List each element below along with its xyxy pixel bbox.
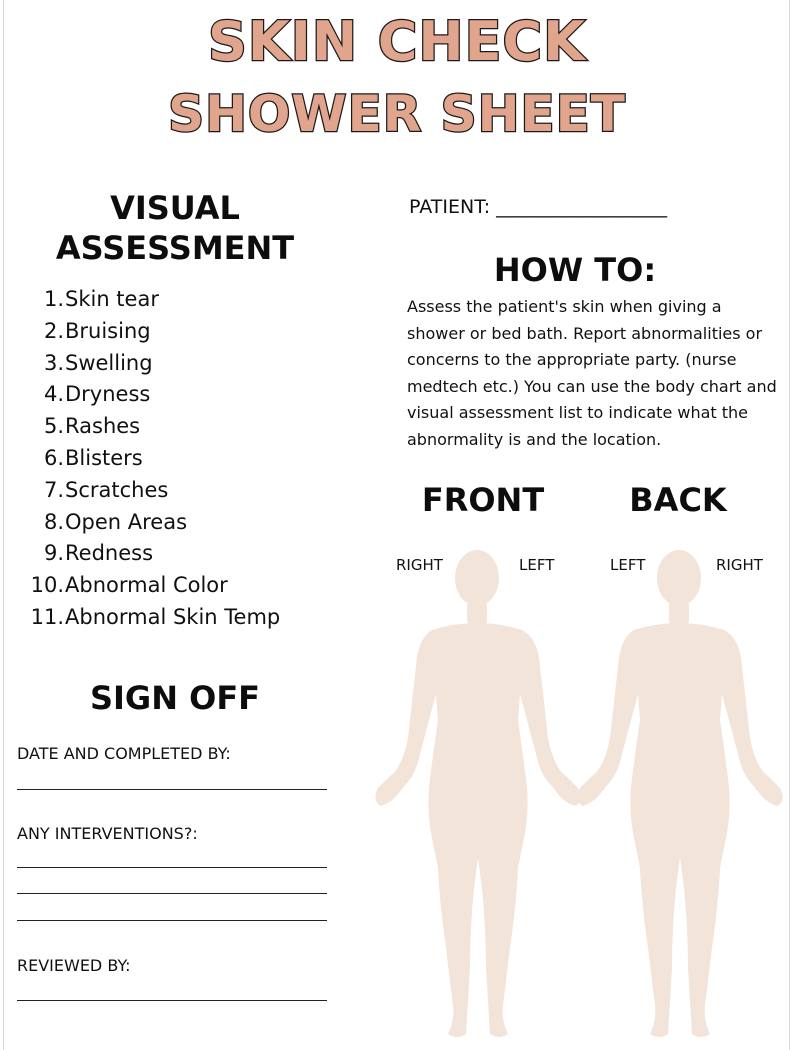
- interventions-line-3[interactable]: [17, 920, 327, 921]
- front-heading: FRONT: [421, 481, 545, 519]
- front-right-label: RIGHT: [396, 556, 443, 574]
- back-right-label: RIGHT: [716, 556, 763, 574]
- date-completed-line[interactable]: [17, 789, 327, 790]
- interventions-line-2[interactable]: [17, 893, 327, 894]
- list-item: [22, 475, 280, 507]
- list-item-label: Abnormal Color: [65, 573, 228, 598]
- reviewed-by-line[interactable]: [17, 1000, 327, 1001]
- back-silhouette: [577, 550, 782, 1037]
- visual-assessment-heading: [40, 188, 310, 268]
- list-item-number: 2.: [43, 318, 64, 343]
- list-item-number: 1.: [43, 287, 64, 311]
- list-item-number: 4.: [43, 382, 64, 407]
- list-item-label: Swelling: [65, 350, 153, 375]
- how-to-instructions: Assess the patient's skin when giving a shower or bed bath. Report abnormalities or concerns to the appropriate party. (nurse medtech etc.) You can use the body chart and visual assessment list to indicate what the abnormality is and the location.: [407, 297, 777, 449]
- list-item-label: Bruising: [65, 318, 151, 343]
- date-completed-label: DATE AND COMPLETED BY:: [17, 744, 231, 763]
- sign-off-heading: SIGN OFF: [89, 679, 261, 717]
- list-item: [22, 538, 280, 570]
- list-item: [22, 379, 280, 411]
- visual-heading-line-1: VISUAL: [110, 189, 240, 227]
- list-item-number: 6.: [43, 445, 64, 470]
- list-item-label: Redness: [65, 541, 154, 566]
- list-item-label: Rashes: [65, 414, 141, 439]
- list-item-number: 5.: [43, 414, 64, 439]
- title-line-2: SHOWER SHEET: [168, 85, 626, 143]
- visual-heading-line-2: ASSESSMENT: [55, 229, 295, 267]
- list-item: [22, 316, 280, 348]
- list-item-number: 8.: [43, 509, 64, 534]
- list-item-label: Open Areas: [65, 509, 188, 534]
- back-left-label: LEFT: [610, 556, 646, 574]
- patient-field[interactable]: PATIENT: __________________: [409, 196, 668, 218]
- front-left-label: LEFT: [519, 556, 555, 574]
- back-heading: BACK: [629, 481, 727, 519]
- list-item-number: 3.: [43, 350, 64, 375]
- list-item-label: Scratches: [65, 477, 169, 502]
- list-item-label: Skin tear: [65, 287, 159, 311]
- list-item-number: 9.: [43, 541, 64, 566]
- list-item: [22, 443, 280, 475]
- list-item-label: Abnormal Skin Temp: [65, 604, 281, 629]
- reviewed-by-label: REVIEWED BY:: [17, 956, 131, 975]
- visual-assessment-list: [22, 284, 280, 634]
- list-item: [22, 570, 280, 602]
- interventions-label: ANY INTERVENTIONS?:: [17, 824, 198, 843]
- list-item: [22, 284, 280, 316]
- back-body-figure[interactable]: [572, 548, 787, 1043]
- list-item-label: Dryness: [65, 382, 151, 407]
- front-silhouette: [375, 550, 580, 1037]
- list-item-number: 7.: [43, 477, 64, 502]
- title-line-1: SKIN CHECK: [207, 10, 586, 73]
- list-item-label: Blisters: [65, 445, 143, 470]
- list-item: [22, 411, 280, 443]
- list-item-number: 10.: [30, 573, 64, 598]
- list-item: [22, 507, 280, 539]
- list-item: [22, 602, 280, 634]
- how-to-heading: HOW TO:: [493, 251, 657, 289]
- list-item: [22, 348, 280, 380]
- list-item-number: 11.: [30, 604, 64, 629]
- interventions-line-1[interactable]: [17, 867, 327, 868]
- front-body-figure[interactable]: [370, 548, 585, 1043]
